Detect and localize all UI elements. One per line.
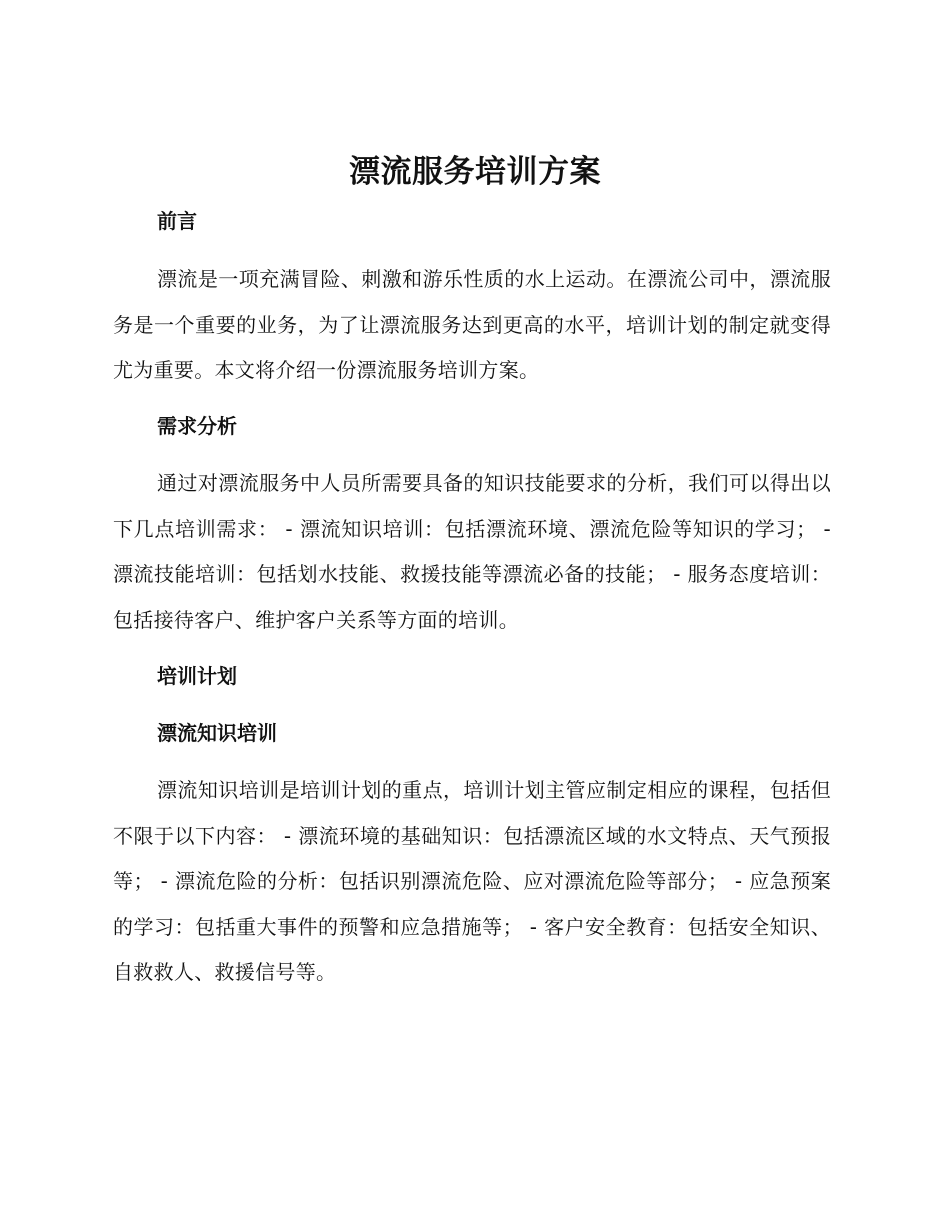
- section-heading-training-plan: 培训计划: [157, 664, 237, 688]
- needs-analysis-paragraph: 通过对漂流服务中人员所需要具备的知识技能要求的分析，我们可以得出以下几点培训需求： - 漂流知识培训：包括漂流环境、漂流危险等知识的学习； - 漂流技能培训：包括划水技能、救援技能等漂流必备的技能； - 服务态度培训：包括接待客户、维护客户关系等方面的培训。: [113, 471, 831, 632]
- section-heading-rafting-knowledge: 漂流知识培训: [157, 721, 277, 745]
- section-heading-preface: 前言: [157, 209, 197, 233]
- document-title: 漂流服务培训方案: [349, 154, 601, 190]
- preface-paragraph: 漂流是一项充满冒险、刺激和游乐性质的水上运动。在漂流公司中，漂流服务是一个重要的业务，为了让漂流服务达到更高的水平，培训计划的制定就变得尤为重要。本文将介绍一份漂流服务培训方案。: [113, 267, 831, 382]
- section-heading-needs-analysis: 需求分析: [157, 414, 237, 438]
- rafting-knowledge-paragraph: 漂流知识培训是培训计划的重点，培训计划主管应制定相应的课程，包括但不限于以下内容： - 漂流环境的基础知识：包括漂流区域的水文特点、天气预报等； - 漂流危险的分析：包括识别漂流危险、应对漂流危险等部分； - 应急预案的学习：包括重大事件的预警和应急措施等； - 客户安全教育：包括安全知识、自救救人、救援信号等。: [113, 778, 831, 984]
